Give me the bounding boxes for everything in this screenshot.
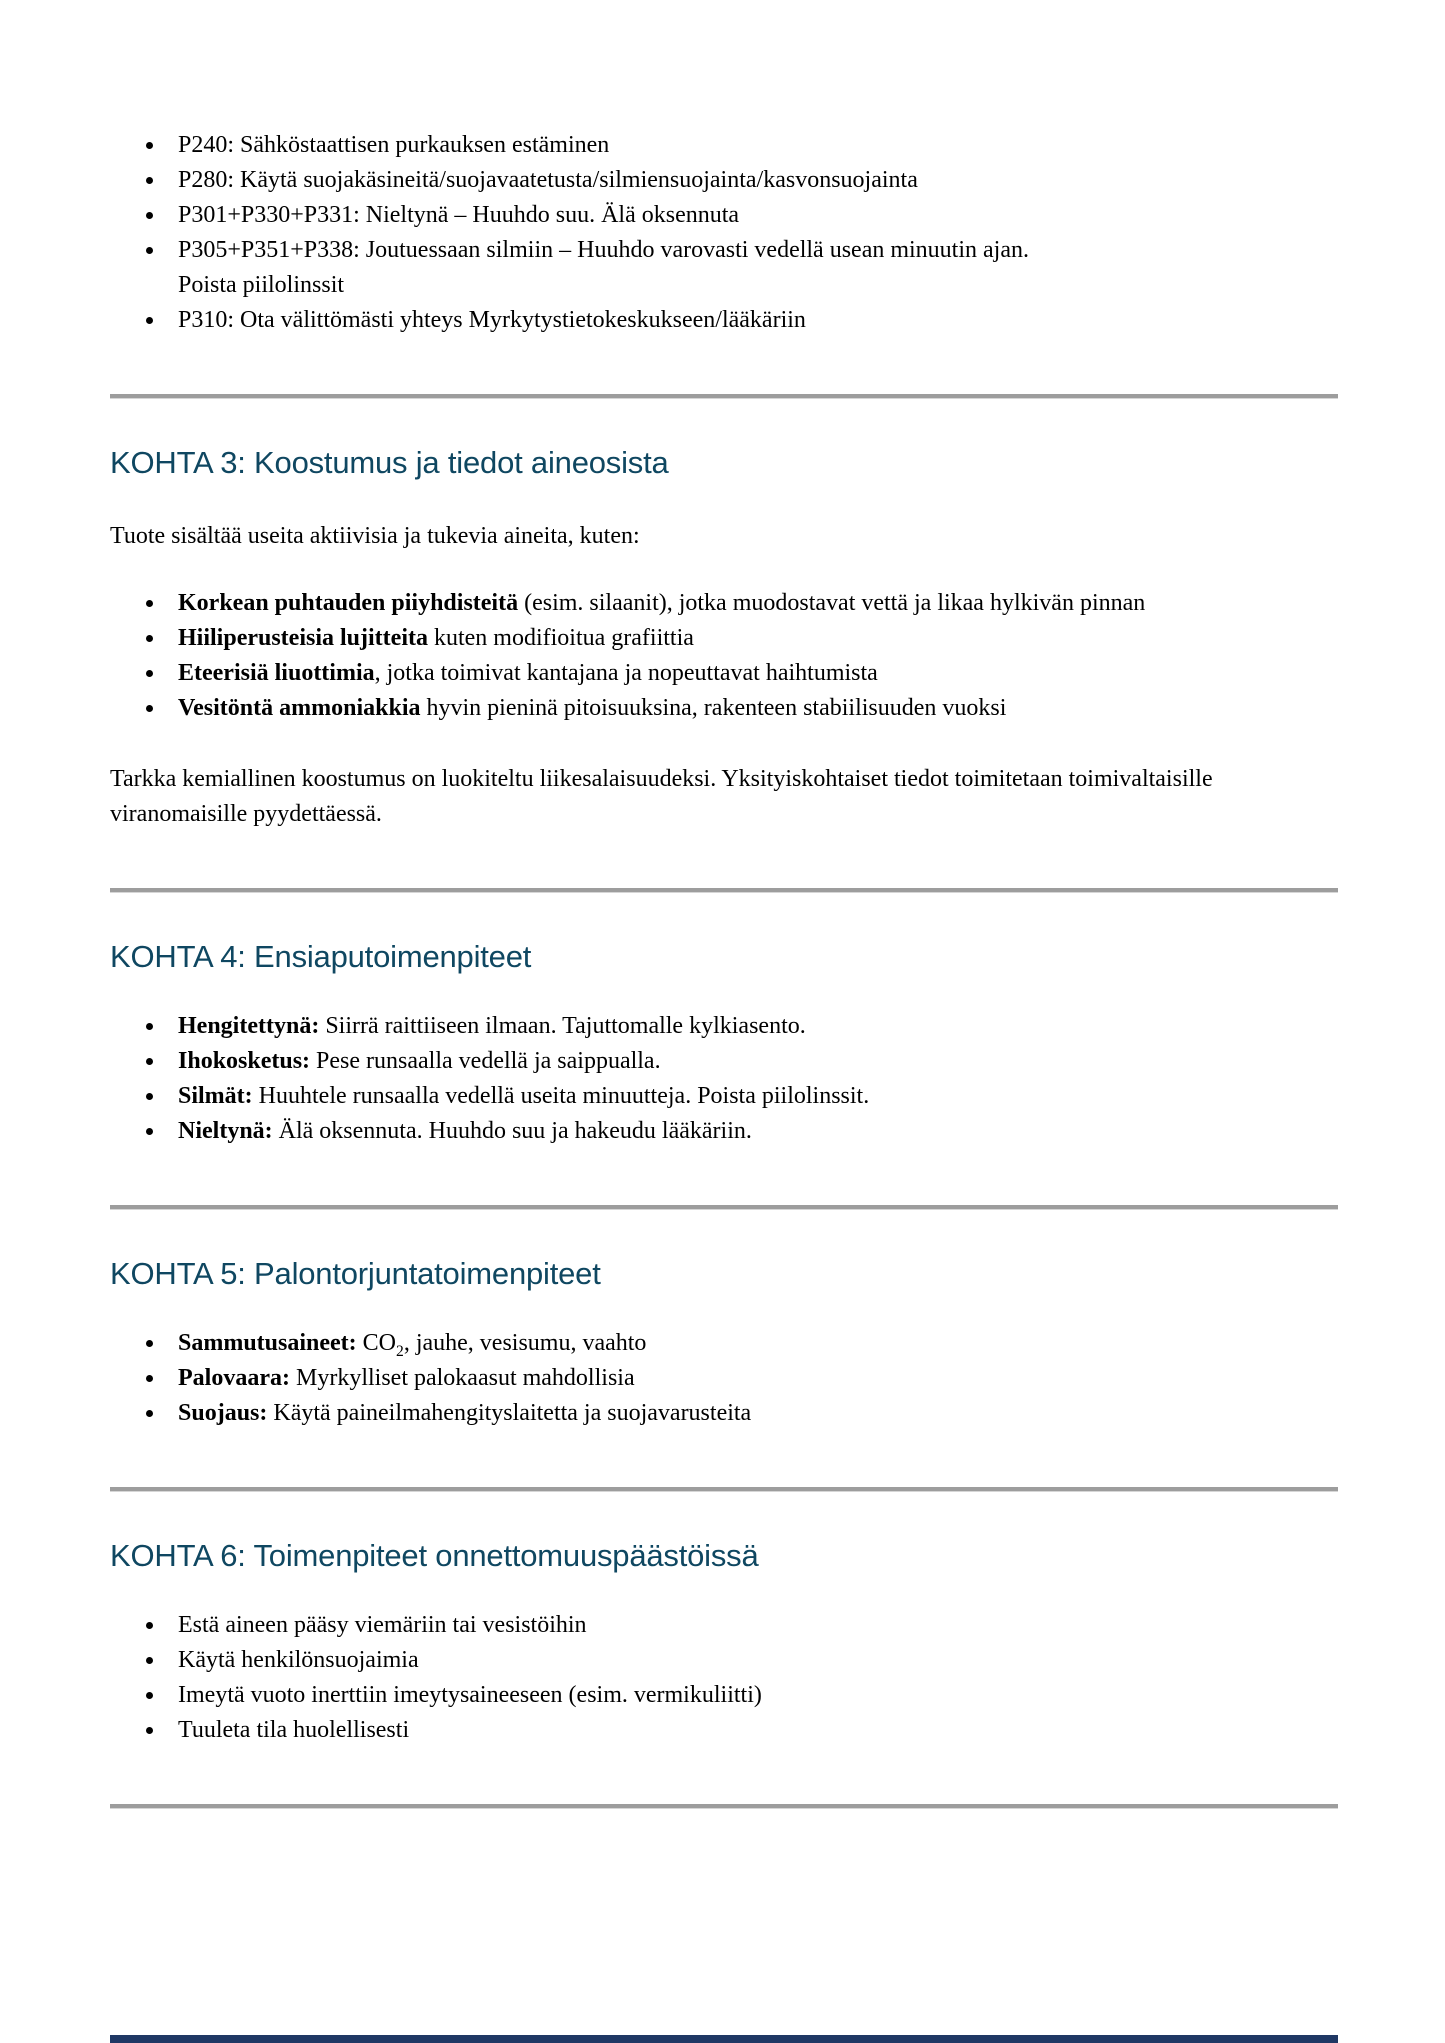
list-item-lead: Suojaus: bbox=[178, 1400, 268, 1426]
horizontal-rule bbox=[110, 394, 1338, 399]
list-item bbox=[178, 233, 1338, 303]
section-kohta-3 bbox=[110, 443, 1338, 832]
list-item bbox=[178, 128, 1338, 163]
list-item bbox=[178, 1009, 1338, 1044]
list-item-text: Huuhtele runsaalla vedellä useita minuutteja. Poista piilolinssit. bbox=[252, 1083, 870, 1109]
list-item-text: Myrkylliset palokaasut mahdollisia bbox=[289, 1365, 635, 1391]
list-item bbox=[178, 1361, 1338, 1396]
list-item bbox=[178, 1713, 1338, 1748]
list-item-text: P280: Käytä suojakäsineitä/suojavaatetusta/silmiensuojainta/kasvonsuojainta bbox=[178, 167, 918, 193]
list-item-text: Siirrä raittiiseen ilmaan. Tajuttomalle kylkiasento. bbox=[319, 1013, 806, 1039]
subscript-text: 2 bbox=[396, 1342, 404, 1360]
horizontal-rule bbox=[110, 1804, 1338, 1809]
list-item-text-line2: Poista piilolinssit bbox=[178, 272, 345, 298]
list-item-text: Pese runsaalla vedellä ja saippualla. bbox=[310, 1048, 661, 1074]
list-item-lead: Eteerisiä liuottimia bbox=[178, 660, 375, 686]
section-kohta-5 bbox=[110, 1254, 1338, 1431]
ingredient-list bbox=[110, 586, 1338, 726]
list-item-text: Tuuleta tila huolellisesti bbox=[178, 1717, 410, 1743]
list-item bbox=[178, 1326, 1338, 1361]
section-kohta-6 bbox=[110, 1536, 1338, 1748]
list-item-text: Älä oksennuta. Huuhdo suu ja hakeudu lääkäriin. bbox=[272, 1118, 752, 1144]
section-heading: KOHTA 5: Palontorjuntatoimenpiteet bbox=[110, 1256, 601, 1291]
list-item-text: (esim. silaanit), jotka muodostavat vettä ja likaa hylkivän pinnan bbox=[518, 590, 1146, 616]
list-item-lead: Nieltynä: bbox=[178, 1118, 273, 1144]
list-item bbox=[178, 621, 1338, 656]
precaution-list bbox=[110, 128, 1338, 338]
list-item bbox=[178, 1678, 1338, 1713]
list-item bbox=[178, 163, 1338, 198]
list-item bbox=[178, 1608, 1338, 1643]
list-item-text: Käytä paineilmahengityslaitetta ja suojavarusteita bbox=[267, 1400, 752, 1426]
list-item bbox=[178, 303, 1338, 338]
list-item bbox=[178, 1114, 1338, 1149]
list-item bbox=[178, 1079, 1338, 1114]
list-item bbox=[178, 1044, 1338, 1079]
horizontal-rule bbox=[110, 1487, 1338, 1492]
accidental-release-list bbox=[110, 1608, 1338, 1748]
list-item-text: P301+P330+P331: Nieltynä – Huuhdo suu. Älä oksennuta bbox=[178, 202, 740, 228]
section-intro-paragraph: Tuote sisältää useita aktiivisia ja tukevia aineita, kuten: bbox=[110, 523, 640, 549]
section-outro-paragraph: Tarkka kemiallinen koostumus on luokiteltu liikesalaisuudeksi. Yksityiskohtaiset tiedot toimitetaan toimivaltaisille viranomaisille pyydettäessä. bbox=[110, 766, 1213, 827]
next-section-header-bar-partial bbox=[110, 2035, 1338, 2043]
list-item-lead: Vesitöntä ammoniakkia bbox=[178, 695, 421, 721]
list-item-lead: Palovaara: bbox=[178, 1365, 290, 1391]
list-item-text: P305+P351+P338: Joutuessaan silmiin – Huuhdo varovasti vedellä usean minuutin ajan. bbox=[178, 237, 1029, 263]
list-item bbox=[178, 586, 1338, 621]
list-item-lead: Silmät: bbox=[178, 1083, 253, 1109]
list-item-text: CO bbox=[356, 1330, 397, 1356]
list-item-text: Estä aineen pääsy viemäriin tai vesistöihin bbox=[178, 1612, 587, 1638]
list-item bbox=[178, 656, 1338, 691]
list-item-text: Imeytä vuoto inerttiin imeytysaineeseen (esim. vermikuliitti) bbox=[178, 1682, 762, 1708]
list-item-text: Käytä henkilönsuojaimia bbox=[178, 1647, 419, 1673]
horizontal-rule bbox=[110, 888, 1338, 893]
section-kohta-4 bbox=[110, 937, 1338, 1149]
list-item-text: kuten modifioitua grafiittia bbox=[427, 625, 694, 651]
section-heading: KOHTA 4: Ensiaputoimenpiteet bbox=[110, 939, 532, 974]
list-item-text: P240: Sähköstaattisen purkauksen estäminen bbox=[178, 132, 610, 158]
list-item-text: hyvin pieninä pitoisuuksina, rakenteen stabiilisuuden vuoksi bbox=[420, 695, 1007, 721]
list-item-lead: Hiiliperusteisia lujitteita bbox=[178, 625, 428, 651]
list-item-text: , jotka toimivat kantajana ja nopeuttavat haihtumista bbox=[374, 660, 878, 686]
list-item-lead: Ihokosketus: bbox=[178, 1048, 311, 1074]
horizontal-rule bbox=[110, 1205, 1338, 1210]
list-item bbox=[178, 691, 1338, 726]
list-item bbox=[178, 1643, 1338, 1678]
section-heading: KOHTA 3: Koostumus ja tiedot aineosista bbox=[110, 445, 669, 480]
list-item bbox=[178, 1396, 1338, 1431]
first-aid-list bbox=[110, 1009, 1338, 1149]
list-item-lead: Hengitettynä: bbox=[178, 1013, 320, 1039]
list-item-lead: Sammutusaineet: bbox=[178, 1330, 357, 1356]
list-item-text: , jauhe, vesisumu, vaahto bbox=[403, 1330, 647, 1356]
section-heading: KOHTA 6: Toimenpiteet onnettomuuspäästöissä bbox=[110, 1538, 759, 1573]
list-item-text: P310: Ota välittömästi yhteys Myrkytystietokeskukseen/lääkäriin bbox=[178, 307, 806, 333]
list-item-lead: Korkean puhtauden piiyhdisteitä bbox=[178, 590, 519, 616]
fire-fighting-list bbox=[110, 1326, 1338, 1431]
list-item bbox=[178, 198, 1338, 233]
